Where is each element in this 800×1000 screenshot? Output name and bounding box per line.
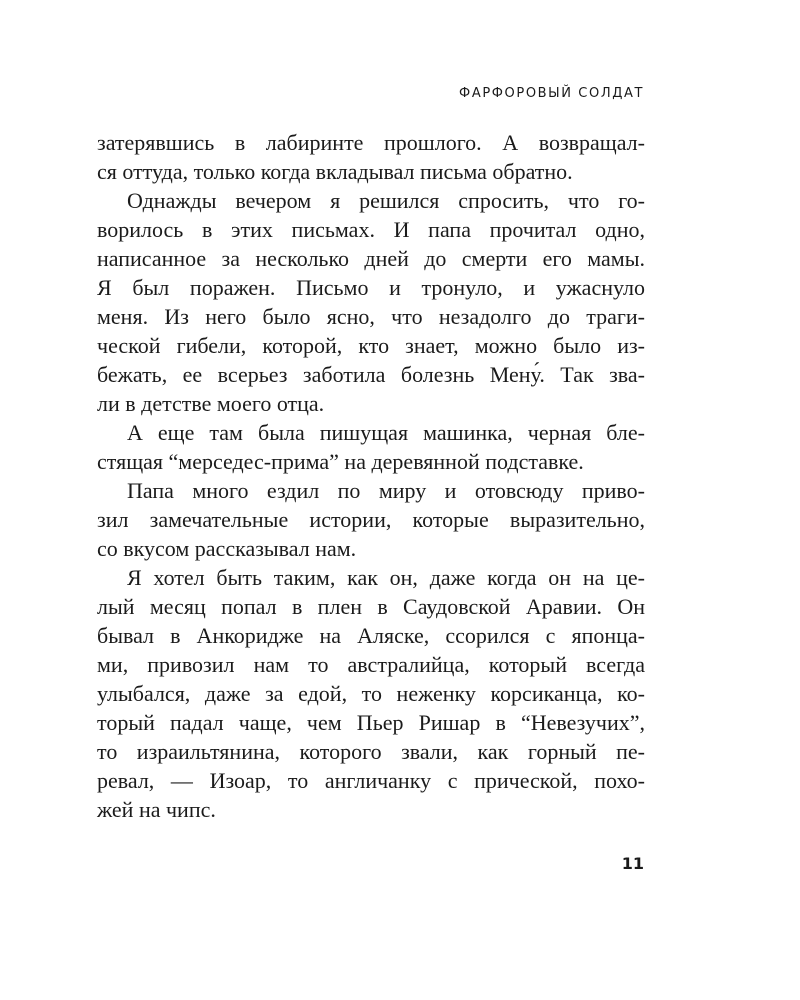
text-line: стящая “мерседес-прима” на деревянной подставке. [97, 449, 584, 474]
text-line: улыбался, даже за едой, то неженку корсиканца, ко- [97, 681, 645, 706]
text-line: со вкусом рассказывал нам. [97, 536, 357, 561]
text-line: бывал в Анкоридже на Аляске, ссорился с японца- [97, 623, 645, 648]
text-line: лый месяц попал в плен в Саудовской Аравии. Он [97, 594, 645, 619]
text-line: бежать, ее всерьез заботила болезнь Мену́. Так зва- [97, 362, 645, 387]
text-line: затерявшись в лабиринте прошлого. А возвращал- [97, 130, 645, 155]
text-line: ся оттуда, только когда вкладывал письма обратно. [97, 159, 573, 184]
text-line: ревал, — Изоар, то англичанку с прической, похо- [97, 768, 645, 793]
text-line: зил замечательные истории, которые выразительно, [97, 507, 645, 532]
text-line: торый падал чаще, чем Пьер Ришар в “Невезучих”, [97, 710, 645, 735]
text-line: Папа много ездил по миру и отовсюду приво- [127, 478, 645, 503]
text-line: Я был поражен. Письмо и тронуло, и ужаснуло [97, 275, 645, 300]
text-line: А еще там была пишущая машинка, черная бле- [127, 420, 645, 445]
text-line: ли в детстве моего отца. [97, 391, 325, 416]
text-line: жей на чипс. [97, 797, 216, 822]
text-line: Однажды вечером я решился спросить, что го- [127, 188, 645, 213]
text-line: Я хотел быть таким, как он, даже когда он на це- [127, 565, 645, 590]
text-line: ворилось в этих письмах. И папа прочитал одно, [97, 217, 645, 242]
text-line: ми, привозил нам то австралийца, который всегда [97, 652, 645, 677]
text-line: то израильтянина, которого звали, как горный пе- [97, 739, 645, 764]
running-title: ФАРФОРОВЫЙ СОЛДАТ [459, 86, 644, 101]
text-line: написанное за несколько дней до смерти его мамы. [97, 246, 645, 271]
text-line: ческой гибели, которой, кто знает, можно было из- [97, 333, 645, 358]
text-line: меня. Из него было ясно, что незадолго до траги- [97, 304, 645, 329]
body-text [97, 128, 645, 824]
page-number: 11 [621, 854, 644, 873]
